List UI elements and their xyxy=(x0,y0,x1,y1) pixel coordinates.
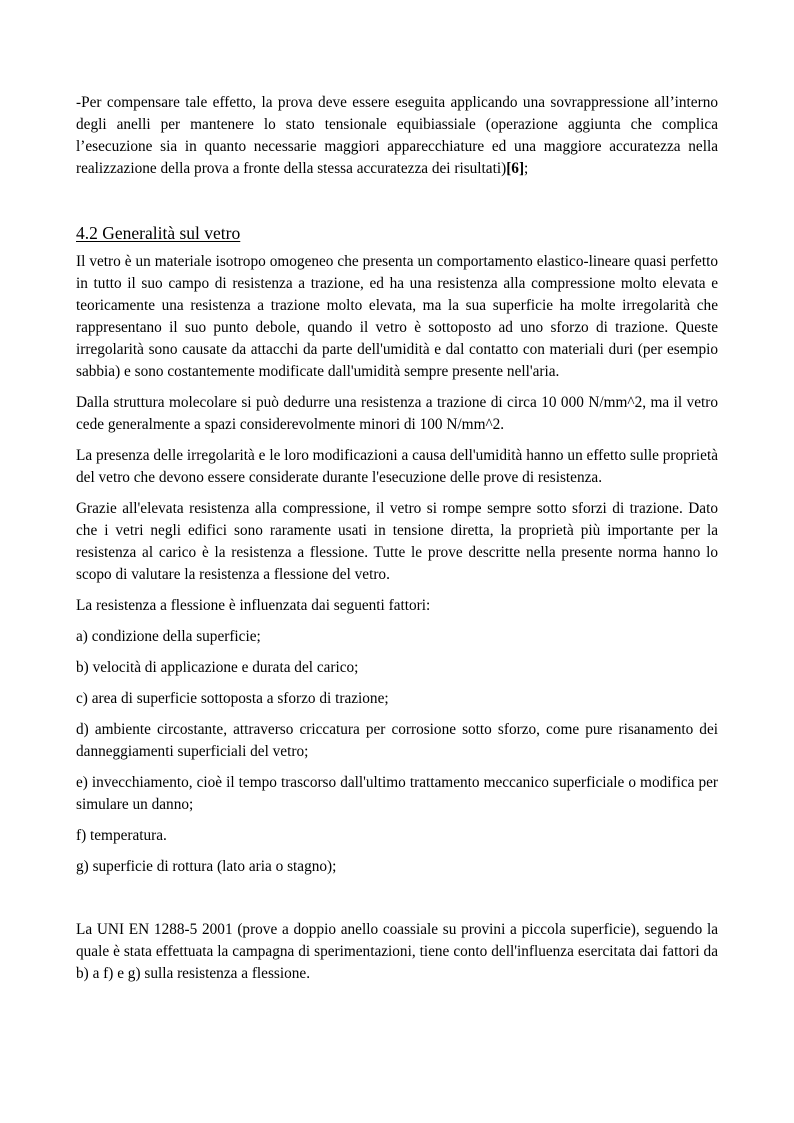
body-paragraph: La resistenza a flessione è influenzata dai seguenti fattori: xyxy=(76,597,431,614)
intro-text-end: ; xyxy=(524,160,529,177)
intro-text: -Per compensare tale effetto, la prova deve essere eseguita applicando una sovrappressione all’interno degli anelli per mantenere lo stato tensionale equibiassiale (operazione aggiunta che complica l’esecuzione sia in quanto necessarie maggiori apparecchiature ed una maggiore accuratezza nella realizzazione della prova a fronte della stessa accuratezza dei risultati) xyxy=(76,94,718,177)
citation-ref[interactable]: [6] xyxy=(506,160,525,177)
body-paragraph: La presenza delle irregolarità e le loro modificazioni a causa dell'umidità hanno un effetto sulle proprietà del vetro che devono essere considerate durante l'esecuzione delle prove di resistenza. xyxy=(76,447,718,486)
factor-item-e: e) invecchiamento, cioè il tempo trascorso dall'ultimo trattamento meccanico superficiale o modifica per simulare un danno; xyxy=(76,774,718,813)
intro-paragraph xyxy=(76,92,718,180)
factor-item-a: a) condizione della superficie; xyxy=(76,628,261,645)
factor-item-d: d) ambiente circostante, attraverso criccatura per corrosione sotto sforzo, come pure risanamento dei danneggiamenti superficiali del vetro; xyxy=(76,721,718,760)
section-heading: 4.2 Generalità sul vetro xyxy=(76,223,241,243)
factor-item-g: g) superficie di rottura (lato aria o stagno); xyxy=(76,858,337,875)
factor-item-b: b) velocità di applicazione e durata del carico; xyxy=(76,659,359,676)
body-paragraph: Dalla struttura molecolare si può dedurre una resistenza a trazione di circa 10 000 N/mm^2, ma il vetro cede generalmente a spazi considerevolmente minori di 100 N/mm^2. xyxy=(76,394,718,433)
document-page xyxy=(76,92,718,994)
body-paragraph: Grazie all'elevata resistenza alla compressione, il vetro si rompe sempre sotto sforzi di trazione. Dato che i vetri negli edifici sono raramente usati in tensione diretta, la proprietà più importante per la resistenza al carico è la resistenza a flessione. Tutte le prove descritte nella presente norma hanno lo scopo di valutare la resistenza a flessione del vetro. xyxy=(76,500,718,583)
factor-item-f: f) temperatura. xyxy=(76,827,167,844)
closing-paragraph: La UNI EN 1288-5 2001 (prove a doppio anello coassiale su provini a piccola superficie), seguendo la quale è stata effettuata la campagna di sperimentazioni, tiene conto dell'influenza esercitata dai fattori da b) a f) e g) sulla resistenza a flessione. xyxy=(76,921,718,982)
factor-item-c: c) area di superficie sottoposta a sforzo di trazione; xyxy=(76,690,389,707)
body-paragraph: Il vetro è un materiale isotropo omogeneo che presenta un comportamento elastico-lineare quasi perfetto in tutto il suo campo di resistenza a trazione, ed ha una resistenza alla compressione molto elevata e teoricamente una resistenza a trazione molto elevata, ma la sua superficie ha molte irregolarità che rappresentano il suo punto debole, quando il vetro è sottoposto ad uno sforzo di trazione. Queste irregolarità sono causate da attacchi da parte dell'umidità e dal contatto con materiali duri (per esempio sabbia) e sono costantemente modificate dall'umidità sempre presente nell'aria. xyxy=(76,253,718,380)
